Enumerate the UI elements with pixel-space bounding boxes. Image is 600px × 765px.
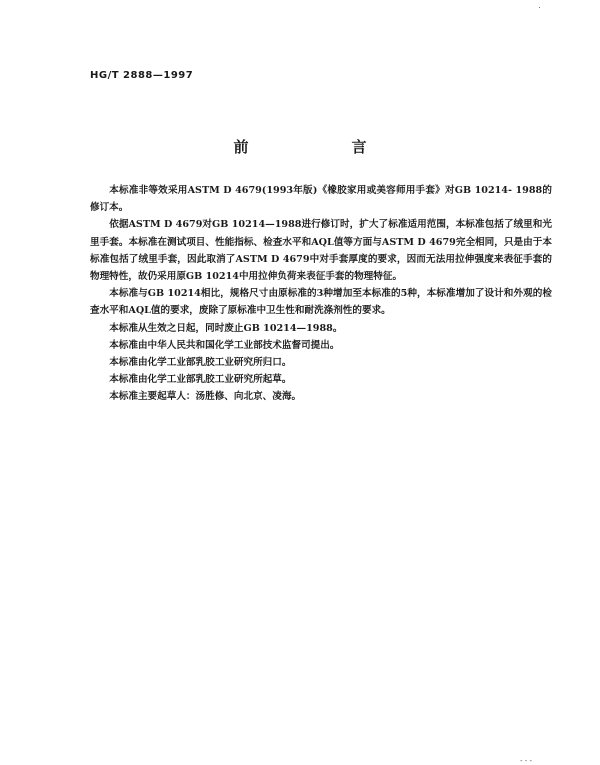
paragraph: 本标准由中华人民共和国化学工业部技术监督司提出。 xyxy=(109,339,340,351)
page-number: - - - xyxy=(520,757,533,765)
paragraph: 本标准由化学工业部乳胶工业研究所起草。 xyxy=(109,374,292,386)
scan-speck xyxy=(539,7,540,8)
paragraph: 依据ASTM D 4679对GB 10214—1988进行修订时，扩大了标准适用范围，本标准包括了绒里和光里手套。本标准在测试项目、性能指标、检查水平和AQL值等方面与ASTM D 4679完全相同，只是由于本标准包括了绒里手套，因此取消了ASTM D 4679中对手套厚度的要求，因而无法用拉伸强度来表征手套的物理特性，故仍采用原GB 10214中用拉伸负荷来表征手套的物理特征。 xyxy=(90,219,552,283)
page-title: 前 言 xyxy=(233,138,411,156)
paragraph: 本标准与GB 10214相比，规格尺寸由原标准的3种增加至本标准的5种，本标准增加了设计和外观的检查水平和AQL值的要求，废除了原标准中卫生性和耐洗涤剂性的要求。 xyxy=(90,288,552,317)
standard-code: HG/T 2888—1997 xyxy=(90,70,194,81)
paragraph: 本标准主要起草人：汤胜修、向北京、凌海。 xyxy=(109,391,302,403)
paragraph: 本标准由化学工业部乳胶工业研究所归口。 xyxy=(109,357,292,369)
foreword-body xyxy=(90,182,552,406)
paragraph: 本标准非等效采用ASTM D 4679(1993年版)《橡胶家用或美容师用手套》对GB 10214- 1988的修订本。 xyxy=(90,185,552,214)
paragraph: 本标准从生效之日起，同时废止GB 10214—1988。 xyxy=(109,322,343,334)
